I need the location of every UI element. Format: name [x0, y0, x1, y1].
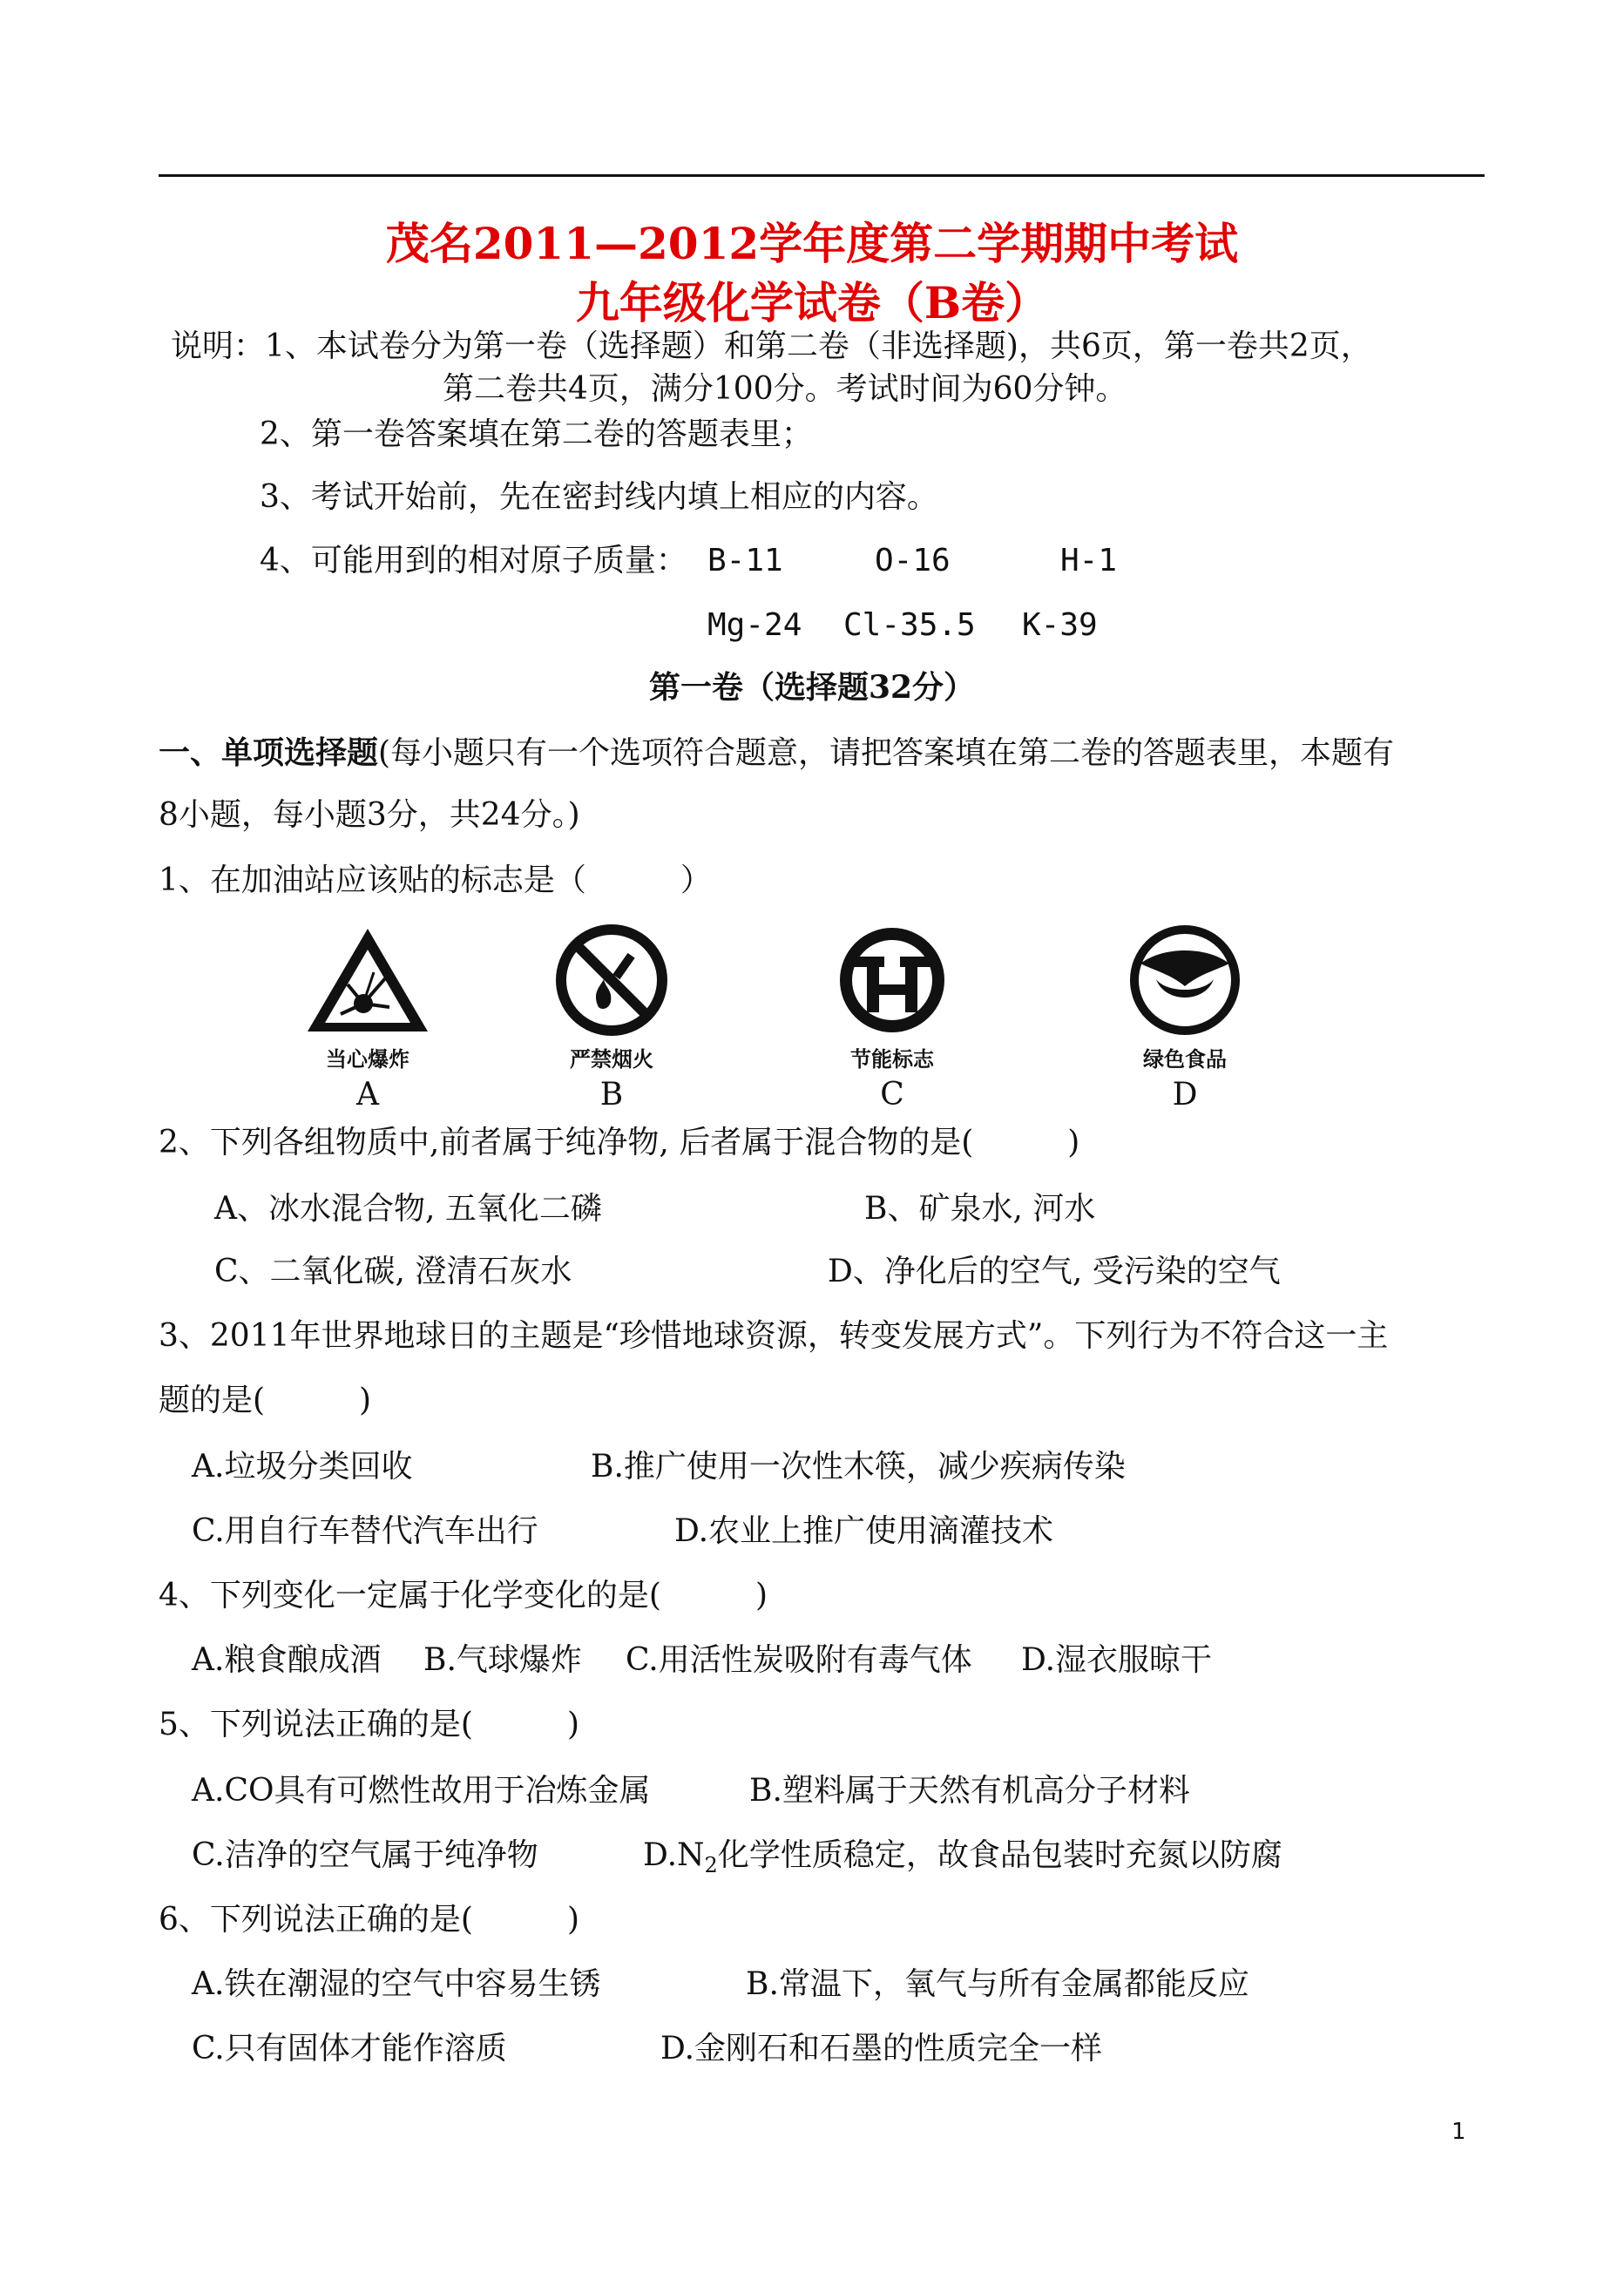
- question-2-option-b: B、矿泉水, 河水: [864, 1191, 1096, 1227]
- sign-caption: 严禁烟火: [570, 1047, 653, 1072]
- question-3-stem-line-2: 题的是( ): [159, 1383, 372, 1418]
- option-letter: D: [1172, 1077, 1198, 1113]
- question-5-option-a: A.CO具有可燃性故用于冶炼金属: [192, 1773, 651, 1809]
- question-6-option-d: D.金刚石和石墨的性质完全一样: [660, 2031, 1103, 2066]
- atomic-mass: O-16: [875, 543, 951, 578]
- option-letter: C: [880, 1077, 904, 1113]
- question-2-stem: 2、下列各组物质中,前者属于纯净物, 后者属于混合物的是( ): [159, 1125, 1080, 1160]
- sign-caption: 节能标志: [850, 1047, 934, 1072]
- explosion-warning-icon: [302, 923, 433, 1037]
- atomic-mass: Cl-35.5: [843, 607, 976, 643]
- option-d-prefix: D.N: [643, 1837, 705, 1873]
- question-2-option-d: D、净化后的空气, 受污染的空气: [828, 1254, 1281, 1289]
- question-2-option-c: C、二氧化碳, 澄清石灰水: [214, 1254, 572, 1289]
- instruction-item-4: 4、可能用到的相对原子质量：: [260, 543, 687, 578]
- section-intro: [159, 734, 1394, 772]
- question-5-option-d: [643, 1836, 1282, 1878]
- question-1-stem: 1、在加油站应该贴的标志是（ ）: [159, 862, 712, 898]
- option-letter: A: [356, 1077, 379, 1113]
- section-intro-text: (每小题只有一个选项符合题意，请把答案填在第二卷的答题表里，本题有: [378, 735, 1395, 771]
- atomic-mass: B-11: [707, 543, 783, 578]
- section-intro-line-2: 8小题，每小题3分，共24分。): [159, 797, 580, 833]
- question-5-stem: 5、下列说法正确的是( ): [159, 1707, 579, 1742]
- sign-option-a: [298, 923, 437, 1113]
- header-rule: [159, 174, 1485, 177]
- atomic-mass: H-1: [1060, 543, 1118, 578]
- question-3-stem: 3、2011年世界地球日的主题是“珍惜地球资源，转变发展方式”。下列行为不符合这一主: [159, 1318, 1389, 1354]
- atomic-mass: K-39: [1022, 607, 1098, 643]
- instructions-line-2: 第二卷共4页，满分100分。考试时间为60分钟。: [443, 371, 1127, 407]
- question-2-option-a: A、冰水混合物, 五氧化二磷: [214, 1191, 602, 1227]
- exam-title: 茂名2011—2012学年度第二学期期中考试: [385, 218, 1239, 269]
- sign-option-b: [542, 923, 681, 1113]
- page-number: 1: [1451, 2119, 1466, 2145]
- sign-caption: 当心爆炸: [326, 1047, 409, 1072]
- atomic-mass: Mg-24: [707, 607, 802, 643]
- subscript: 2: [704, 1853, 718, 1878]
- no-fire-icon: [546, 923, 677, 1037]
- section-heading: 第一卷（选择题32分）: [648, 669, 976, 706]
- question-4-option-b: B.气球爆炸: [423, 1642, 582, 1678]
- question-5-option-c: C.洁净的空气属于纯净物: [192, 1837, 538, 1873]
- option-d-text: 化学性质稳定，故食品包装时充氮以防腐: [717, 1837, 1282, 1873]
- question-3-option-d: D.农业上推广使用滴灌技术: [674, 1513, 1054, 1549]
- sign-option-c: [822, 923, 962, 1113]
- question-4-option-d: D.湿衣服晾干: [1021, 1642, 1213, 1678]
- option-letter: B: [599, 1077, 624, 1113]
- question-4-stem: 4、下列变化一定属于化学变化的是( ): [159, 1578, 768, 1613]
- green-food-icon: [1120, 923, 1250, 1037]
- question-6-option-c: C.只有固体才能作溶质: [192, 2031, 507, 2066]
- question-3-option-b: B.推广使用一次性木筷，减少疾病传染: [591, 1449, 1126, 1485]
- question-4-option-a: A.粮食酿成酒: [192, 1642, 382, 1678]
- question-3-option-a: A.垃圾分类回收: [192, 1449, 413, 1485]
- question-3-option-c: C.用自行车替代汽车出行: [192, 1513, 538, 1549]
- instructions-line-1: 说明：1、本试卷分为第一卷（选择题）和第二卷（非选择题)，共6页，第一卷共2页，: [171, 328, 1372, 364]
- energy-saving-icon: [827, 923, 957, 1037]
- question-6-option-a: A.铁在潮湿的空气中容易生锈: [192, 1966, 601, 2002]
- sign-option-d: [1115, 923, 1255, 1113]
- question-6-stem: 6、下列说法正确的是( ): [159, 1902, 579, 1938]
- question-6-option-b: B.常温下，氧气与所有金属都能反应: [746, 1966, 1249, 2002]
- question-5-option-b: B.塑料属于天然有机高分子材料: [749, 1773, 1190, 1809]
- exam-subtitle: 九年级化学试卷（B卷）: [575, 277, 1049, 328]
- question-4-option-c: C.用活性炭吸附有毒气体: [626, 1642, 972, 1678]
- sign-caption: 绿色食品: [1143, 1047, 1227, 1072]
- instruction-item-3: 3、考试开始前，先在密封线内填上相应的内容。: [260, 479, 938, 515]
- instruction-item-2: 2、第一卷答案填在第二卷的答题表里；: [260, 416, 813, 452]
- section-intro-label: 一、单项选择题: [159, 734, 379, 771]
